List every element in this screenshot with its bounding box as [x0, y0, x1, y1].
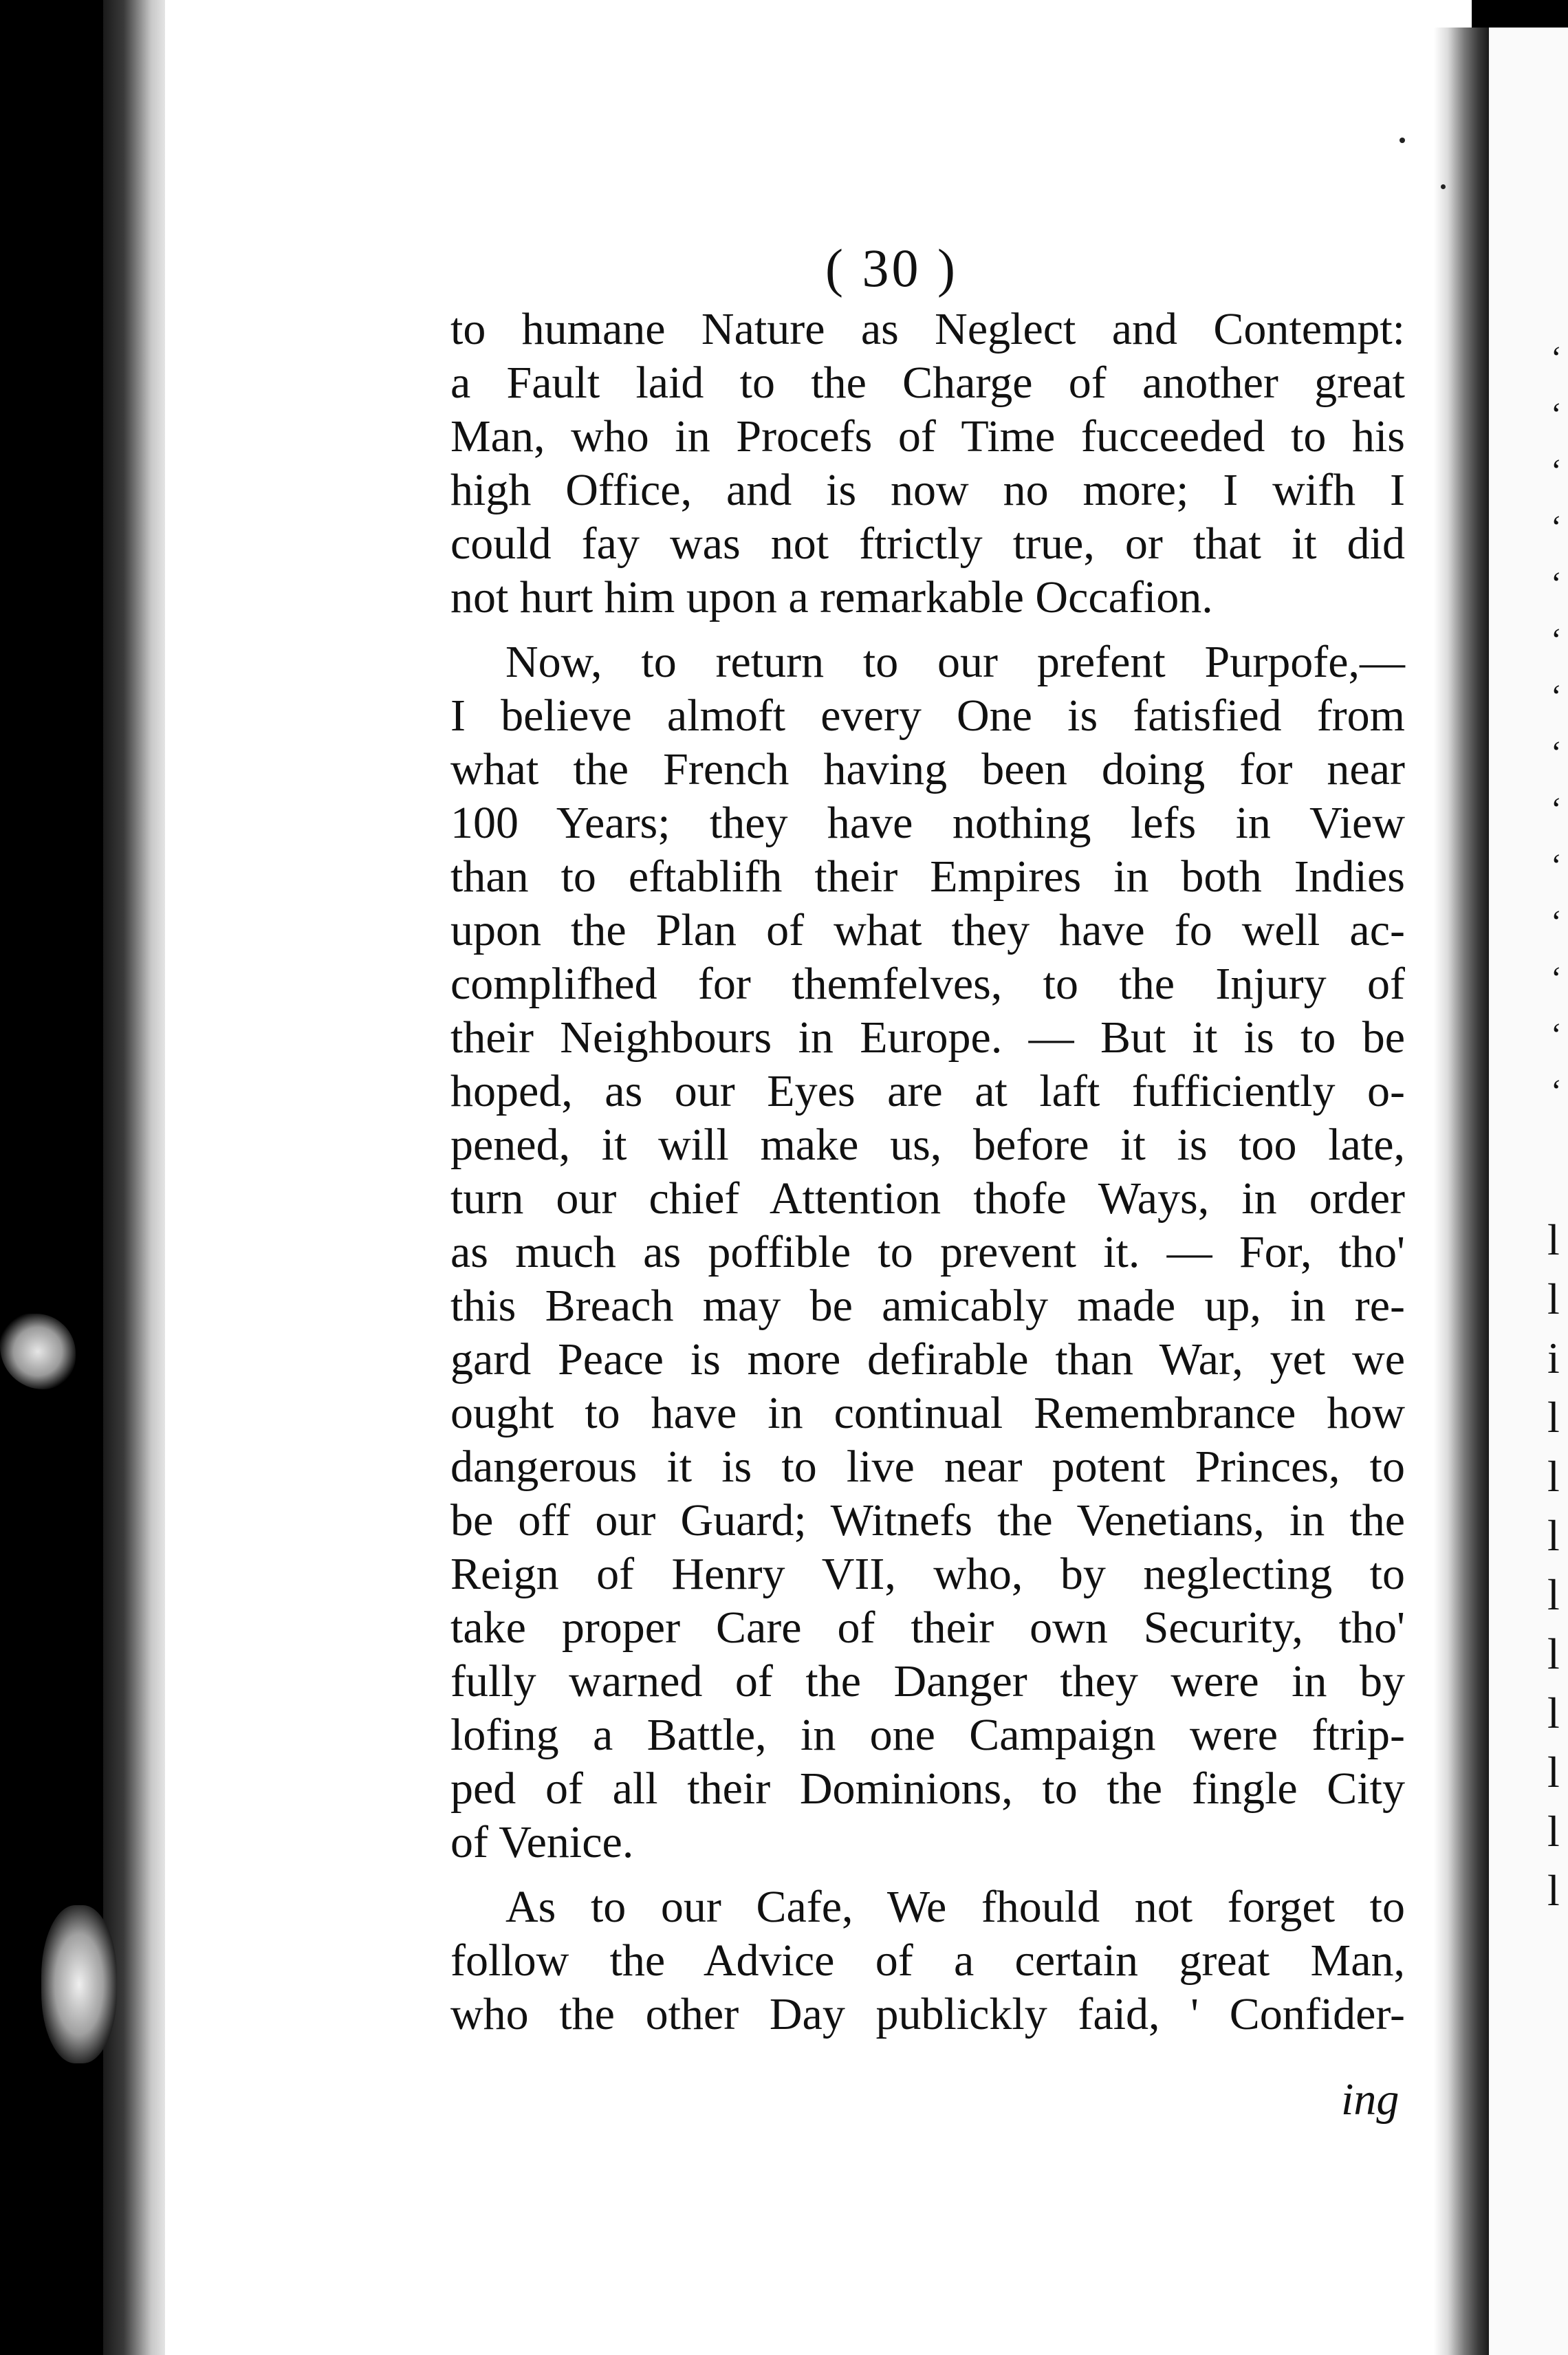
text-line: what the French having been doing for near	[450, 744, 1405, 794]
text-line: ped of all their Dominions, to the fingle City	[450, 1763, 1405, 1814]
text-line: upon the Plan of what they have fo well ac-	[450, 905, 1405, 955]
paper-damage-spot	[41, 1905, 117, 2063]
catchword: ing	[1341, 2074, 1400, 2125]
text-line: 100 Years; they have nothing lefs in View	[450, 798, 1405, 848]
ink-speck	[1441, 184, 1446, 189]
paragraph	[450, 303, 1405, 625]
text-line: a Fault laid to the Charge of another great	[450, 358, 1405, 408]
facing-page-quote-marks: ‘ ‘ ‘ ‘ ‘ ‘ ‘ ‘ ‘ ‘ ‘ ‘ ‘ ‘	[1551, 340, 1562, 1109]
text-line: Reign of Henry VII, who, by neglecting to	[450, 1549, 1405, 1599]
text-line: lofing a Battle, in one Campaign were ftrip-	[450, 1710, 1405, 1760]
text-line: high Office, and is now no more; I wifh I	[450, 465, 1405, 515]
text-line: to humane Nature as Neglect and Contempt:	[450, 304, 1405, 354]
text-line: this Breach may be amicably made up, in re-	[450, 1281, 1405, 1331]
paragraph	[450, 1880, 1405, 2041]
text-line: take proper Care of their own Security, tho'	[450, 1603, 1405, 1653]
ink-speck	[1400, 138, 1405, 143]
text-line: Now, to return to our prefent Purpofe,—	[505, 637, 1405, 687]
text-line: than to eftablifh their Empires in both Indies	[450, 851, 1405, 902]
text-line: ought to have in continual Remembrance how	[450, 1388, 1405, 1438]
text-line: their Neighbours in Europe. — But it is to be	[450, 1012, 1405, 1063]
text-line: Man, who in Procefs of Time fucceeded to his	[450, 411, 1405, 462]
page-number: ( 30 )	[825, 238, 958, 298]
text-line: as much as poffible to prevent it. — For, tho'	[450, 1227, 1405, 1277]
text-line: complifhed for themfelves, to the Injury of	[450, 959, 1405, 1009]
binding-gutter	[1434, 28, 1489, 2355]
facing-page-letters: l l i l l l l l l l l l	[1547, 1215, 1560, 1915]
text-line: As to our Cafe, We fhould not forget to	[505, 1882, 1405, 1932]
text-line: gard Peace is more defirable than War, yet we	[450, 1334, 1405, 1385]
text-line: hoped, as our Eyes are at laft fufficiently o-	[450, 1066, 1405, 1116]
body-text	[450, 303, 1405, 2041]
text-line: of Venice.	[450, 1817, 634, 1867]
text-line: fully warned of the Danger they were in by	[450, 1656, 1405, 1706]
text-line: pened, it will make us, before it is too late,	[450, 1120, 1405, 1170]
text-line: be off our Guard; Witnefs the Venetians, in the	[450, 1495, 1405, 1545]
text-line: who the other Day publickly faid, ' Confider-	[450, 1989, 1405, 2039]
paragraph	[450, 636, 1405, 1869]
text-line: follow the Advice of a certain great Man,	[450, 1935, 1405, 1986]
text-line: not hurt him upon a remarkable Occafion.	[450, 572, 1213, 622]
text-line: could fay was not ftrictly true, or that it did	[450, 519, 1405, 569]
text-line: dangerous it is to live near potent Princes, to	[450, 1442, 1405, 1492]
text-line: I believe almoft every One is fatisfied from	[450, 691, 1405, 741]
text-line: turn our chief Attention thofe Ways, in order	[450, 1173, 1405, 1224]
